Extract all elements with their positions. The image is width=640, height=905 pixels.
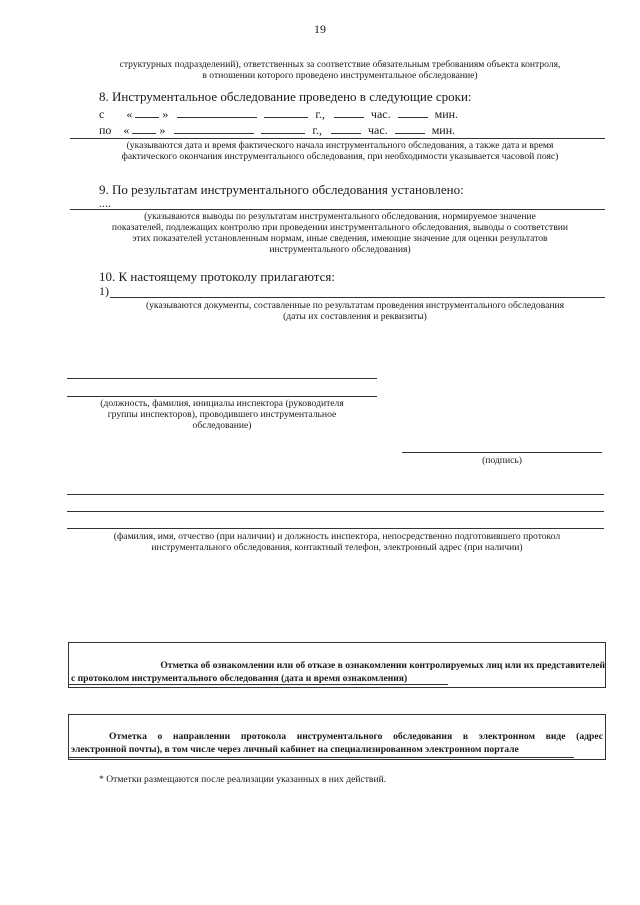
electronic-dispatch-underline — [68, 757, 574, 758]
intro-line-2: в отношении которого проведено инструментальное обследование) — [202, 70, 478, 81]
end-hour-field[interactable] — [331, 122, 361, 134]
section-9-note-3: этих показателей установленным нормам, иные сведения, имеющие значение для оценки результатов — [132, 233, 548, 244]
section-10-heading: 10. К настоящему протоколу прилагаются: — [99, 269, 335, 284]
position-rule-1 — [67, 378, 377, 379]
quote-close: » — [162, 107, 169, 121]
quote-close: » — [159, 123, 166, 137]
section-9-note-2: показателей, подлежащих контролю при проведении инструментального обследования, выводы о соответствии — [111, 222, 569, 233]
quote-open: « — [123, 123, 130, 137]
start-minute-field[interactable] — [398, 106, 428, 118]
section-9-rule — [70, 209, 605, 210]
signature-rule — [402, 452, 602, 453]
section-9-dots: .... — [99, 196, 111, 210]
position-note-2: группы инспекторов), проводившего инструментальное — [107, 409, 337, 420]
inspector-rule-2 — [67, 511, 604, 512]
start-hour-label: час. — [370, 107, 391, 121]
inspector-rule-1 — [67, 494, 604, 495]
section-8-rule — [70, 138, 605, 139]
position-note-3: обследование) — [192, 420, 252, 431]
start-hour-field[interactable] — [334, 106, 364, 118]
acquaintance-box — [68, 642, 606, 688]
start-minute-label: мин. — [434, 107, 459, 121]
section-10-note-1: (указываются документы, составленные по результатам проведения инструментального обследования — [145, 300, 565, 311]
end-hour-label: час. — [368, 123, 388, 137]
date-row-end-prefix: по — [99, 123, 112, 137]
position-note-1: (должность, фамилия, инициалы инспектора (руководителя — [100, 398, 344, 409]
section-10-note-2: (даты их составления и реквизиты) — [283, 311, 427, 322]
end-month-field[interactable] — [174, 122, 254, 134]
start-year-field[interactable] — [264, 106, 308, 118]
date-row-start-prefix: с — [99, 107, 105, 121]
section-9-note-4: инструментального обследования) — [269, 244, 411, 255]
section-9-heading: 9. По результатам инструментального обследования установлено: — [99, 182, 464, 197]
footnote: * Отметки размещаются после реализации указанных в них действий. — [99, 774, 387, 785]
acquaintance-line-1: Отметка об ознакомлении или об отказе в ознакомлении контролируемых лиц или их представителей — [160, 660, 605, 671]
start-day-field[interactable] — [135, 106, 159, 118]
electronic-dispatch-line-2: электронной почты), в том числе через личный кабинет на специализированном электронном портале — [71, 744, 519, 755]
section-10-item-1: 1) — [99, 284, 109, 298]
section-10-rule — [110, 297, 605, 298]
section-8-note-2: фактического окончания инструментального обследования, при необходимости указывается часовой пояс) — [121, 151, 559, 162]
electronic-dispatch-box — [68, 714, 606, 760]
inspector-rule-3 — [67, 528, 604, 529]
position-rule-2 — [67, 396, 377, 397]
acquaintance-underline — [68, 684, 448, 685]
signature-label: (подпись) — [482, 455, 522, 466]
end-year-label: г., — [312, 123, 322, 137]
section-8-heading: 8. Инструментальное обследование проведено в следующие сроки: — [99, 89, 472, 104]
end-minute-label: мин. — [431, 123, 456, 137]
section-9-note-1: (указываются выводы по результатам инструментального обследования, нормируемое значение — [144, 211, 536, 222]
date-row-start — [99, 106, 458, 121]
electronic-dispatch-line-1: Отметка о направлении протокола инструментального обследования в электронном виде (адрес — [109, 731, 603, 742]
inspector-note-2: инструментального обследования, контактный телефон, электронный адрес (при наличии) — [151, 542, 523, 553]
end-day-field[interactable] — [132, 122, 156, 134]
page-number: 19 — [314, 22, 326, 36]
start-year-label: г., — [315, 107, 325, 121]
intro-line-1: структурных подразделений), ответственных за соответствие обязательным требованиям объекта контроля, — [119, 59, 561, 70]
end-minute-field[interactable] — [395, 122, 425, 134]
section-8-note-1: (указываются дата и время фактического начала инструментального обследования, а также дата и время — [126, 140, 554, 151]
acquaintance-line-2: с протоколом инструментального обследования (дата и время ознакомления) — [71, 673, 408, 684]
end-year-field[interactable] — [261, 122, 305, 134]
date-row-end — [99, 122, 455, 137]
quote-open: « — [126, 107, 133, 121]
start-month-field[interactable] — [177, 106, 257, 118]
inspector-note-1: (фамилия, имя, отчество (при наличии) и должность инспектора, непосредственно подготовившего протокол — [113, 531, 561, 542]
